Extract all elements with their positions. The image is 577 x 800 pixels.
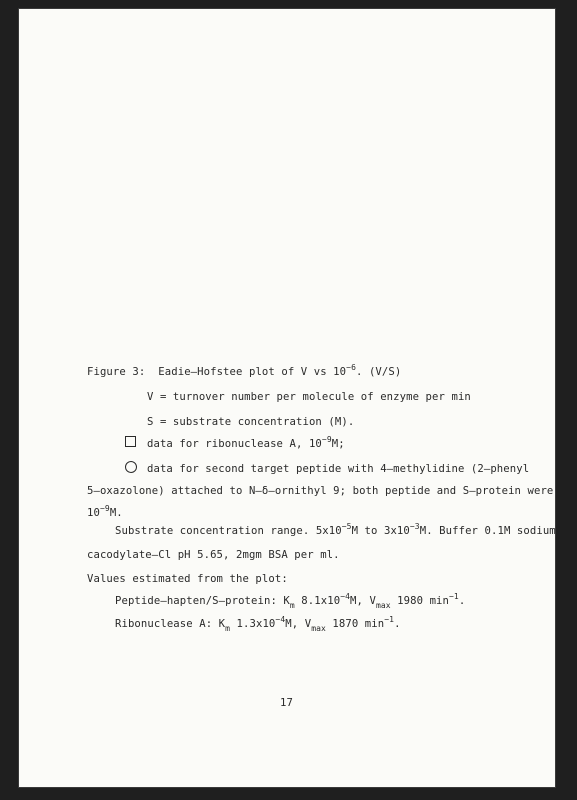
document-page <box>18 8 556 788</box>
legend-peptide-line3: $10^{-9}M$. <box>87 504 123 519</box>
figure-label: Figure 3: <box>87 366 146 378</box>
legend-peptide-line1: data for second target peptide with 4–methylidine (2–phenyl <box>147 463 530 475</box>
estimate-peptide: Peptide–hapten/S–protein: $K_m$ $8.1x10^{-4}M$, $V_{max}$ 1980 $\min^{-1}$. <box>115 592 466 610</box>
legend-peptide-line2: 5–oxazolone) attached to N–δ–ornithyl 9; both peptide and S–protein were <box>87 485 554 497</box>
square-symbol-icon <box>125 436 136 447</box>
definition-s: S = substrate concentration (M). <box>147 416 355 428</box>
definition-v: V = turnover number per molecule of enzyme per min <box>147 391 471 403</box>
conditions-line2: cacodylate–Cl pH 5.65, 2mgm BSA per ml. <box>87 549 340 561</box>
figure-title: Eadie–Hofstee plot of V vs 10 <box>158 366 347 378</box>
estimates-heading: Values estimated from the plot: <box>87 573 288 585</box>
legend-ribonuclease: data for ribonuclease A, $10^{-9}M$; <box>147 435 345 450</box>
estimate-ribonuclease: Ribonuclease A: $K_m$ $1.3x10^{-4}M$, $V_{max}$ 1870 $\min^{-1}$. <box>115 615 401 633</box>
figure-caption: Figure 3: Eadie–Hofstee plot of V vs $10^{-6}$. (V/S) <box>87 363 402 378</box>
conditions-line1: Substrate concentration range. $5x10^{-5}M$ to $3x10^{-3}M$. Buffer 0.1M sodium <box>115 522 556 537</box>
page-number: 17 <box>280 697 293 709</box>
circle-symbol-icon <box>125 461 137 473</box>
